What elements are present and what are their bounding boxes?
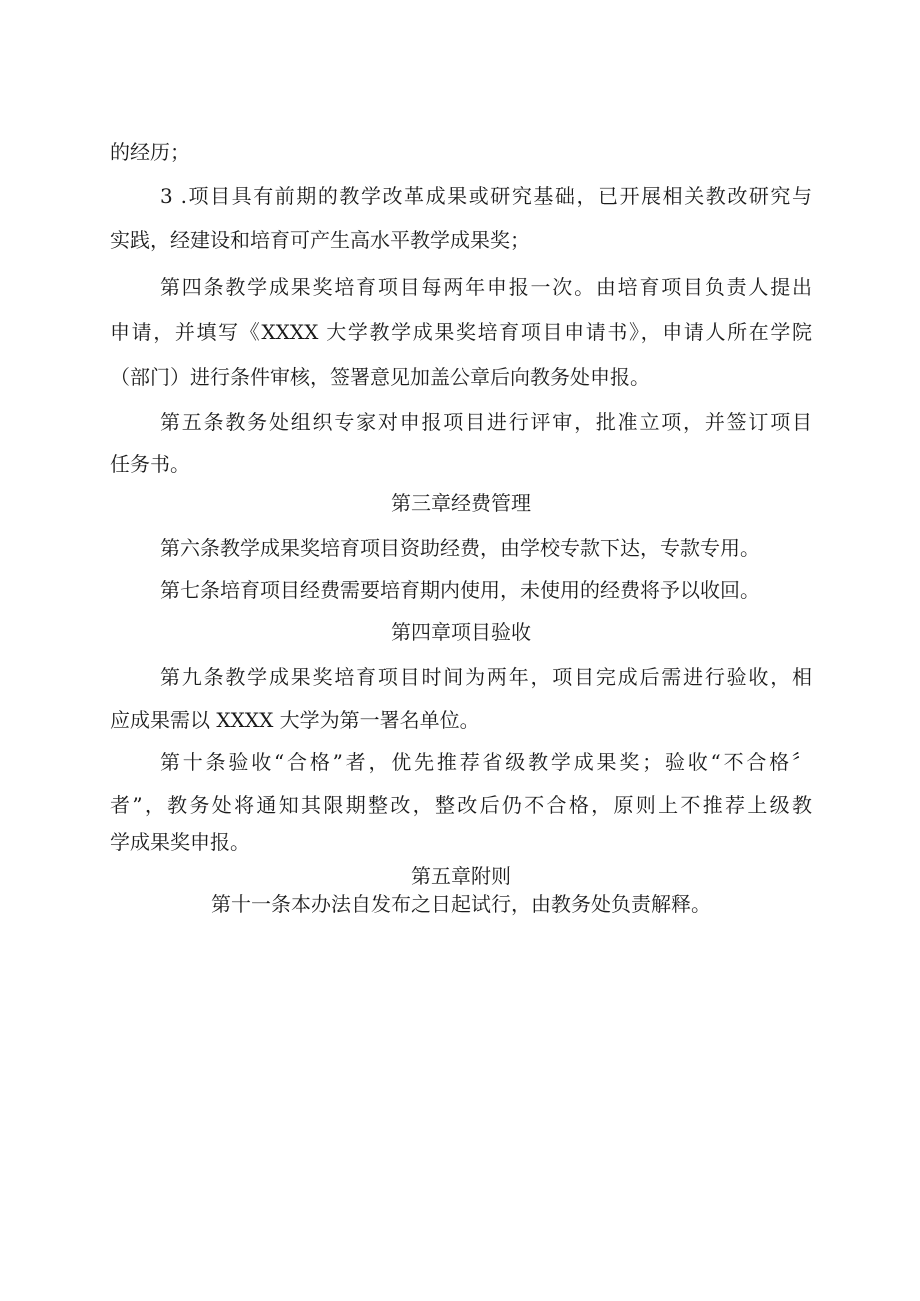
paragraph-line: 第十条验收“合格”者，优先推荐省级教学成果奖；验收“不合格〞 <box>160 750 812 774</box>
paragraph-line: 应成果需以 XXXX 大学为第一署名单位。 <box>110 708 480 732</box>
paragraph-line: 第九条教学成果奖培育项目时间为两年，项目完成后需进行验收，相 <box>160 665 812 689</box>
paragraph-line: 申请，并填写《XXXX 大学教学成果奖培育项目申请书》，申请人所在学院 <box>110 320 812 344</box>
chapter-heading: 第五章附则 <box>411 864 511 888</box>
paragraph-line: 第六条教学成果奖培育项目资助经费，由学校专款下达，专款专用。 <box>160 536 760 560</box>
paragraph-line: 实践，经建设和培育可产生高水平教学成果奖； <box>110 228 530 252</box>
paragraph-line: 任务书。 <box>110 452 190 476</box>
paragraph-line: 学成果奖申报。 <box>110 830 250 854</box>
paragraph-line: 第七条培育项目经费需要培育期内使用，未使用的经费将予以收回。 <box>160 578 760 602</box>
paragraph-line: 者”，教务处将通知其限期整改，整改后仍不合格，原则上不推荐上级教 <box>110 793 812 817</box>
paragraph-line: 3 .项目具有前期的教学改革成果或研究基础，已开展相关教改研究与 <box>160 184 812 208</box>
paragraph-line: （部门）进行条件审核，签署意见加盖公章后向教务处申报。 <box>110 365 650 389</box>
paragraph-line: 的经历； <box>110 140 190 164</box>
chapter-heading: 第四章项目验收 <box>391 620 531 644</box>
paragraph-line: 第十一条本办法自发布之日起试行，由教务处负责解释。 <box>211 892 711 916</box>
paragraph-line: 第五条教务处组织专家对申报项目进行评审，批准立项，并签订项目 <box>160 410 812 434</box>
chapter-heading: 第三章经费管理 <box>391 491 531 515</box>
paragraph-line: 第四条教学成果奖培育项目每两年申报一次。由培育项目负责人提出 <box>160 275 812 299</box>
